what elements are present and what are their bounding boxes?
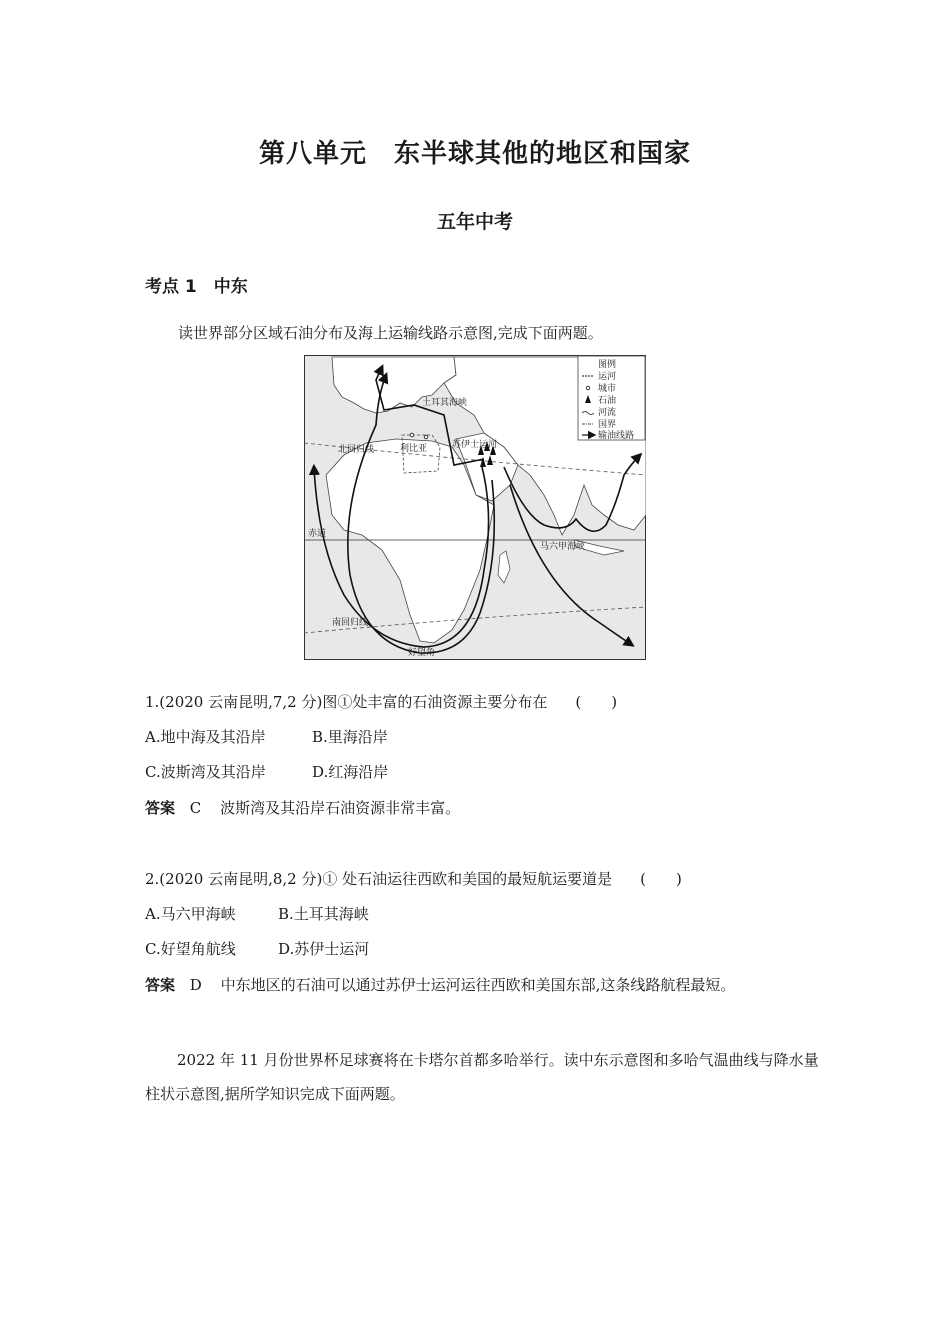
- question-1-stem: [145, 691, 617, 712]
- legend-oil: 石油: [598, 396, 617, 406]
- answer-blank: ( ): [640, 870, 682, 888]
- question-1-option-d: D.红海沿岸: [312, 763, 389, 781]
- answer-letter: C: [189, 799, 202, 817]
- answer-explanation: 波斯湾及其沿岸石油资源非常丰富。: [220, 799, 461, 817]
- label-tropic-capricorn: 南回归线: [332, 618, 369, 628]
- intro-text: 读世界部分区域石油分布及海上运输线路示意图,完成下面两题。: [178, 324, 603, 342]
- question-1-answer: [145, 797, 460, 818]
- question-2-option-c: C.好望角航线: [145, 940, 236, 958]
- question-1-text: 1.(2020 云南昆明,7,2 分)图①处丰富的石油资源主要分布在: [145, 693, 548, 711]
- section-heading: 考点 1 中东: [145, 277, 248, 297]
- label-suez: 苏伊士运河: [452, 440, 498, 450]
- question-2-option-d: D.苏伊士运河: [278, 940, 370, 958]
- label-cape: 好望角: [408, 648, 436, 658]
- question-2-stem: [145, 868, 682, 889]
- question-1-option-c: C.波斯湾及其沿岸: [145, 763, 266, 781]
- legend-route: 输油线路: [598, 431, 635, 441]
- page-title: 第八单元 东半球其他的地区和国家: [258, 139, 691, 169]
- label-malacca: 马六甲海峡: [540, 542, 586, 552]
- map-legend: [578, 356, 645, 441]
- answer-letter: D: [189, 976, 202, 994]
- label-equator: 赤道: [308, 529, 327, 539]
- legend-canal: 运河: [598, 372, 617, 382]
- label-tropic-cancer: 北回归线: [338, 445, 375, 455]
- question-2-answer: [145, 974, 735, 995]
- answer-blank: ( ): [575, 693, 618, 711]
- legend-border: 国界: [598, 420, 617, 430]
- reading-passage: 2022 年 11 月份世界杯足球赛将在卡塔尔首都多哈举行。读中东示意图和多哈气温曲线与降水量柱状示意图,据所学知识完成下面两题。: [145, 1051, 819, 1103]
- question-2-option-a: A.马六甲海峡: [145, 905, 236, 923]
- question-1-option-b: B.里海沿岸: [312, 728, 388, 746]
- answer-label: 答案: [145, 976, 176, 994]
- question-2-text: 2.(2020 云南昆明,8,2 分)① 处石油运往西欧和美国的最短航运要道是: [145, 870, 613, 888]
- page-subtitle: 五年中考: [436, 211, 513, 233]
- label-libya: 利比亚: [400, 444, 428, 454]
- city-dot: [410, 433, 414, 437]
- label-turkey-strait: 土耳其海峡: [422, 398, 468, 408]
- legend-city: 城市: [598, 384, 617, 394]
- question-1-option-a: A.地中海及其沿岸: [145, 728, 266, 746]
- answer-label: 答案: [145, 799, 176, 817]
- city-dot: [424, 435, 428, 439]
- oil-route-map: [304, 355, 646, 660]
- legend-title: 图例: [598, 360, 617, 370]
- answer-explanation: 中东地区的石油可以通过苏伊士运河运往西欧和美国东部,这条线路航程最短。: [220, 976, 736, 994]
- legend-river: 河流: [598, 408, 617, 418]
- question-2-option-b: B.土耳其海峡: [278, 905, 369, 923]
